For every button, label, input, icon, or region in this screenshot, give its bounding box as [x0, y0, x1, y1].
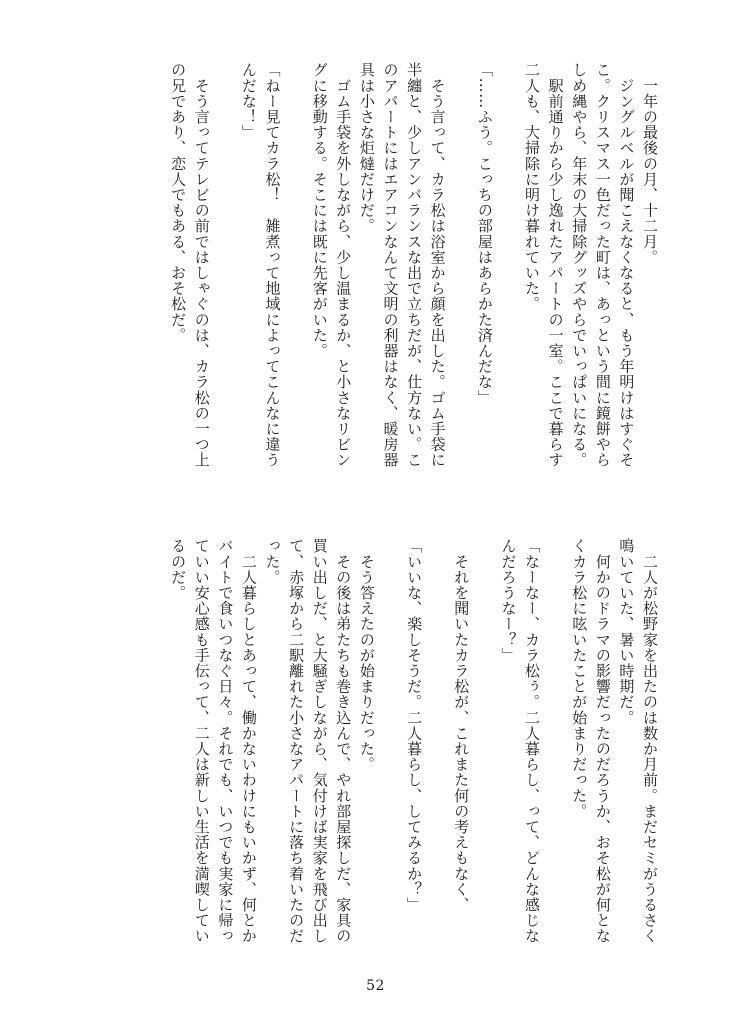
text-line: 一年の最後の月、十二月。 [641, 62, 659, 265]
text-line: 二人暮らしとあって、働かないわけにもいかず、何とか [239, 538, 258, 944]
text-line: そう言って、カラ松は浴室から顔を出した。ゴム手袋に [428, 62, 447, 468]
text-line: んだな！」 [239, 62, 258, 140]
text-line: 何かのドラマの影響だったのだろうか、おそ松が何とな [593, 538, 612, 944]
text-line: 半纏と、少しアンバランスな出で立ちだが、仕方ない。こ [405, 62, 424, 468]
page-number: 52 [366, 978, 385, 994]
text-line: 鳴いていた、暑い時期だ。 [617, 538, 636, 726]
text-line: 二人が松野家を出たのは数か月前。まだセミがうるさく [641, 538, 659, 944]
text-line [472, 538, 496, 986]
text-line: ゴム手袋を外しながら、少し温まるか、と小さなリビン [334, 62, 353, 468]
text-line: こ。クリスマス一色だった町は、あっという間に鏡餅やら [593, 62, 612, 468]
text-line [449, 62, 473, 510]
text-line: しめ縄やら、年末の大掃除グッズやらでいっぱいになる。 [570, 62, 589, 468]
text-line: 「……ふう。こっちの部屋はあらかた済んだな」 [475, 62, 494, 406]
text-line: その後は弟たちも巻き込んで、やれ部屋探しだ、家具の [334, 538, 353, 944]
top-text-block [71, 62, 661, 510]
text-line: そう言ってテレビの前ではしゃぐのは、カラ松の一つ上 [192, 62, 211, 468]
text-line: グに移動する。そこには既に先客がいた。 [310, 62, 329, 359]
text-line: くカラ松に呟いたことが始まりだった。 [570, 538, 589, 819]
text-line: のアパートにはエアコンなんて文明の利器はなく、暖房器 [381, 62, 400, 468]
text-line [213, 62, 237, 510]
text-line [496, 62, 520, 510]
text-line: んだろうなー？」 [499, 538, 518, 663]
text-line: 「ねー見てカラ松！ 雑煮って地域によってこんなに違う [263, 62, 282, 468]
text-line: 「なーなー、カラ松ぅ。二人暮らし、って、どんな感じな [523, 538, 542, 944]
text-line: バイトで食いつなぐ日々。それでも、いつでも実家に帰っ [216, 538, 235, 944]
text-line: ていい安心感も手伝って、二人は新しい生活を満喫してい [192, 538, 211, 944]
text-line: 駅前通りから少し逸れたアパートの一室。ここで暮らす [546, 62, 565, 468]
text-line: 買い出しだ、と大騒ぎしながら、気付けば実家を飛び出し [310, 538, 329, 944]
text-line: った。 [263, 538, 282, 585]
text-line: それを聞いたカラ松が、これまた何の考えもなく、 [452, 538, 471, 913]
text-line: そう答えたのが始まりだった。 [357, 538, 376, 772]
text-line: 「いいな、楽しそうだ。二人暮らし、してみるか？」 [405, 538, 424, 913]
text-line: 具は小さな炬燵だけだ。 [357, 62, 376, 234]
text-line [284, 62, 308, 510]
text-line: の兄であり、恋人でもある、おそ松だ。 [169, 62, 188, 343]
text-line: るのだ。 [169, 538, 188, 601]
text-line [543, 538, 567, 986]
text-line: ジングルベルが聞こえなくなると、もう年明けはすぐそ [617, 62, 636, 468]
text-line [425, 538, 449, 986]
text-line [378, 538, 402, 986]
text-line: 二人も、大掃除に明け暮れていた。 [523, 62, 542, 312]
bottom-text-block [71, 538, 661, 986]
text-line: て、赤塚から二駅離れた小さなアパートに落ち着いたのだ [287, 538, 306, 944]
